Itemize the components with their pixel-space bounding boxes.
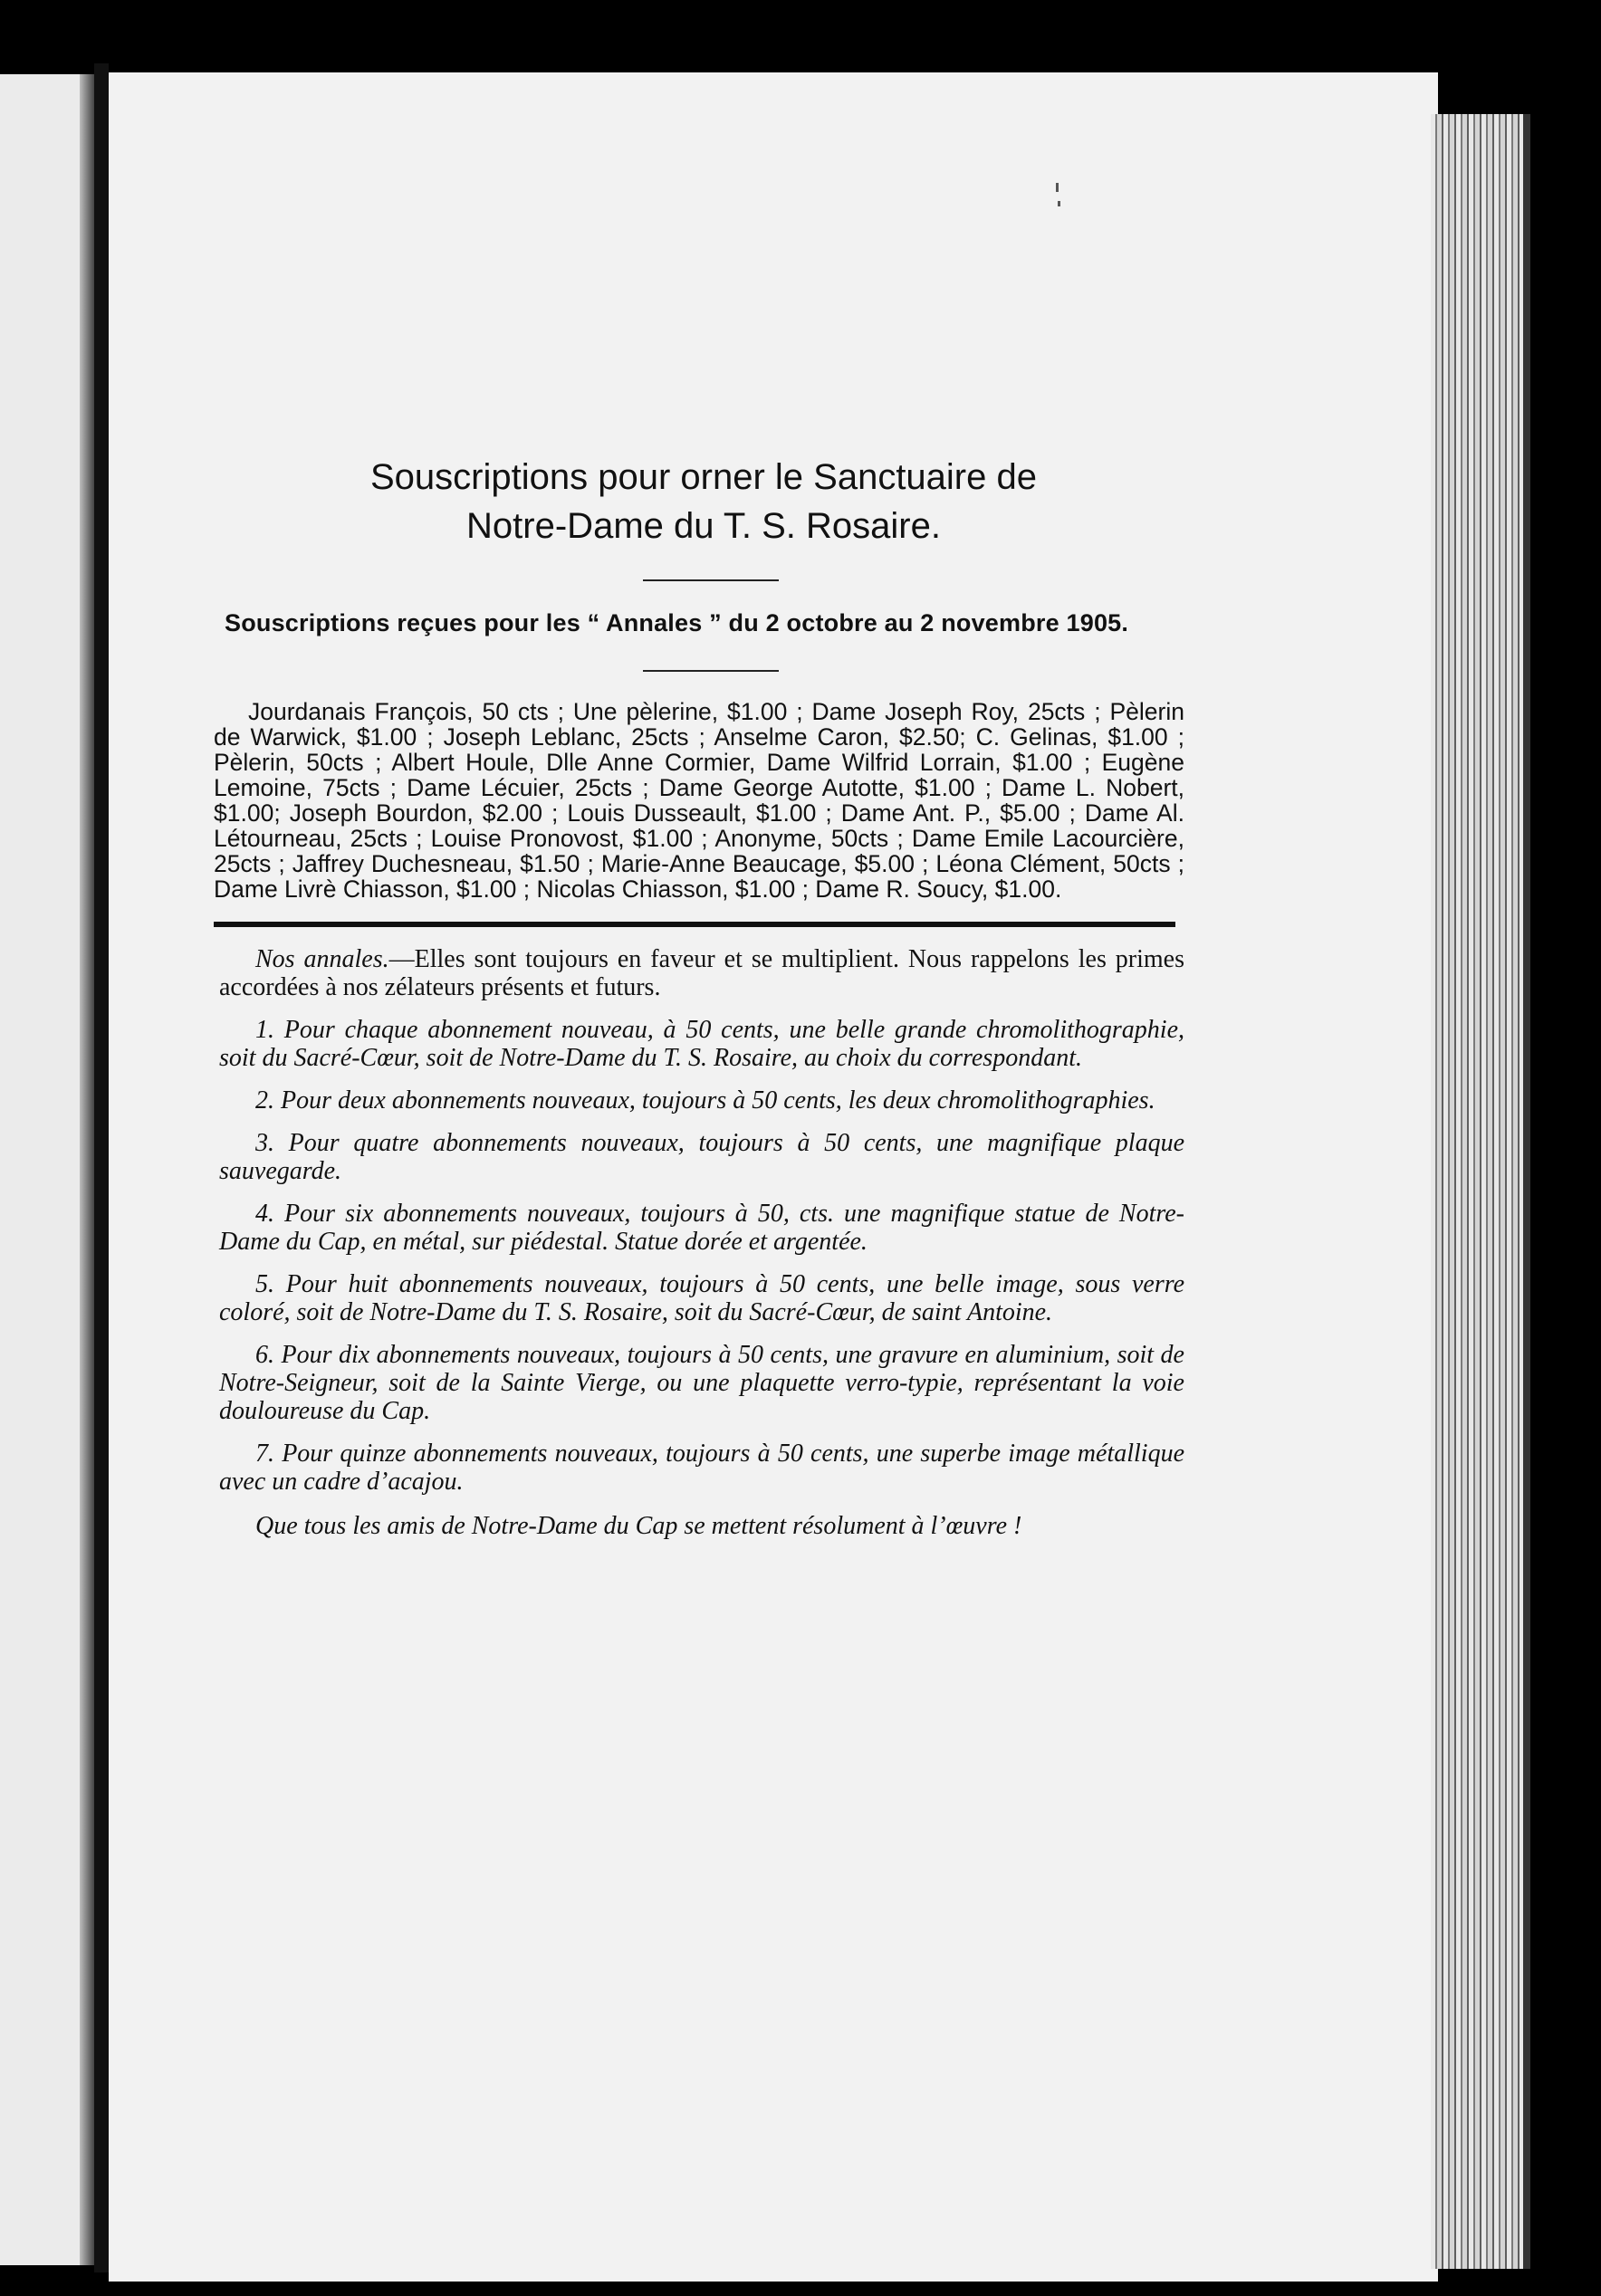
premium-item: 6. Pour dix abonnements nouveaux, toujours à 50 cents, une gravure en aluminium, soit de Notre-Seigneur, soit de la Sainte Vierge, ou une plaquette verro-typie, représentant la voie douloureuse du Cap. (219, 1341, 1184, 1425)
book-gutter (94, 63, 109, 2272)
page-stack-edge (1431, 114, 1527, 2269)
page-speck (1058, 201, 1060, 206)
page-stack-shadow (1523, 114, 1530, 2269)
premium-item: 2. Pour deux abonnements nouveaux, toujours à 50 cents, les deux chromolithographies. (255, 1086, 1155, 1115)
left-page-edge (0, 74, 83, 2265)
left-page-shadow (80, 74, 94, 2265)
subscriber-list: Jourdanais François, 50 cts ; Une pèlerine, $1.00 ; Dame Joseph Roy, 25cts ; Pèlerin de Warwick, $1.00 ; Joseph Leblanc, 25cts ; Anselme Caron, $2.50; C. Gelinas, $1.00 ; Pèlerin, 50cts ; Albert Houle, Dlle Anne Cormier, Dame Wilfrid Lorrain, $1.00 ; Eugène Lemoine, 75cts ; Dame Lécuier, 25cts ; Dame George Autotte, $1.00 ; Dame L. Nobert, $1.00; Joseph Bourdon, $2.00 ; Louis Dusseault, $1.00 ; Dame Ant. P., $5.00 ; Dame Al. Létourneau, 25cts ; Louise Pronovost, $1.00 ; Anonyme, 50cts ; Dame Emile Lacourcière, 25cts ; Jaffrey Duchesneau, $1.50 ; Marie-Anne Beaucage, $5.00 ; Léona Clément, 50cts ; Dame Livrè Chiasson, $1.00 ; Nicolas Chiasson, $1.00 ; Dame R. Soucy, $1.00. (214, 698, 1184, 903)
premium-item: 4. Pour six abonnements nouveaux, toujours à 50, cts. une magnifique statue de Notre-Dame du Cap, en métal, sur piédestal. Statue dorée et argentée. (219, 1200, 1184, 1256)
title-line-2: Notre-Dame du T. S. Rosaire. (466, 506, 941, 546)
section-divider (214, 922, 1175, 927)
premium-item: 7. Pour quinze abonnements nouveaux, toujours à 50 cents, une superbe image métallique avec un cadre d’acajou. (219, 1440, 1184, 1496)
page-title (301, 453, 1107, 550)
annales-intro (219, 945, 1184, 1001)
closing-exhortation: Que tous les amis de Notre-Dame du Cap se mettent résolument à l’œuvre ! (255, 1512, 1022, 1540)
premium-item: 3. Pour quatre abonnements nouveaux, toujours à 50 cents, une magnifique plaque sauvegarde. (219, 1129, 1184, 1185)
subscriptions-subtitle: Souscriptions reçues pour les “ Annales ” du 2 octobre au 2 novembre 1905. (225, 609, 1129, 636)
premium-item: 1. Pour chaque abonnement nouveau, à 50 cents, une belle grande chromolithographie, soit du Sacré-Cœur, soit de Notre-Dame du T. S. Rosaire, au choix du correspondant. (219, 1016, 1184, 1072)
annales-intro-lead: Nos annales. (255, 945, 389, 973)
page-content (210, 453, 1188, 1540)
annales-section (219, 945, 1184, 1540)
title-line-1: Souscriptions pour orner le Sanctuaire de (370, 457, 1037, 497)
annales-intro-text: —Elles sont toujours en faveur et se multiplient. Nous rappelons les primes accordées à nos zélateurs présents et futurs. (219, 945, 1184, 1001)
subtitle-separator (643, 670, 779, 672)
title-separator (643, 579, 779, 581)
page-speck (1056, 183, 1059, 192)
premium-item: 5. Pour huit abonnements nouveaux, toujours à 50 cents, une belle image, sous verre coloré, soit de Notre-Dame du T. S. Rosaire, soit du Sacré-Cœur, de saint Antoine. (219, 1270, 1184, 1326)
